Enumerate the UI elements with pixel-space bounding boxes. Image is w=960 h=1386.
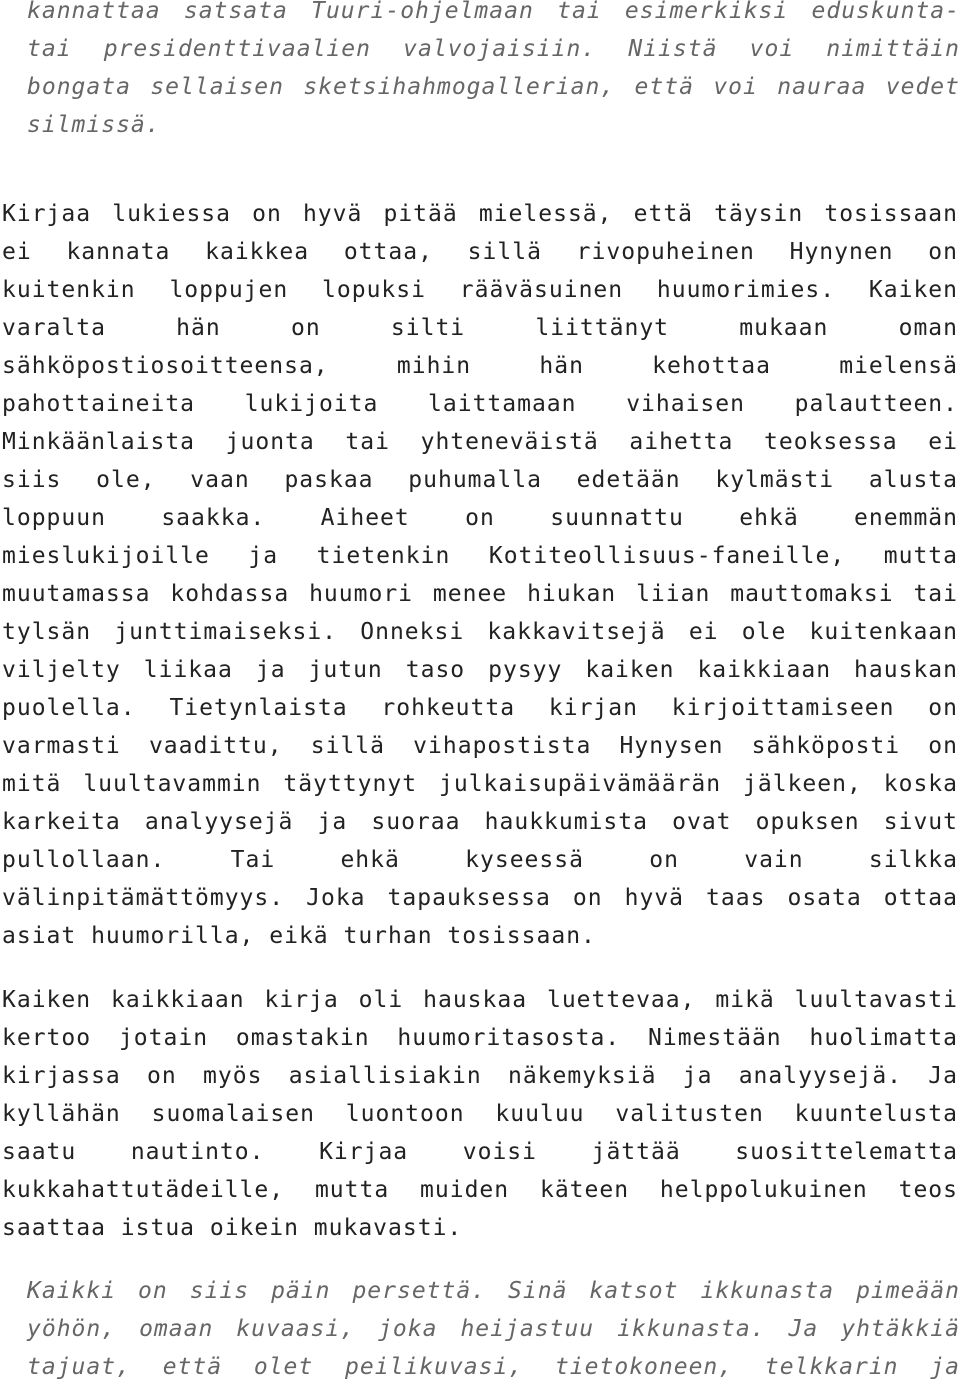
text-line: mitä luultavammin täyttynyt julkaisupäivämäärän jälkeen, koska (2, 771, 958, 797)
text-line: bongata sellaisen sketsihahmogallerian, että voi nauraa vedet (27, 74, 960, 100)
text-line: varmasti vaadittu, sillä vihapostista Hynysen sähköposti on (2, 733, 958, 759)
text-line: Kaiken kaikkiaan kirja oli hauskaa luettevaa, mikä luultavasti (2, 987, 958, 1013)
text-line: Kaikki on siis päin persettä. Sinä katsot ikkunasta pimeään (27, 1278, 960, 1304)
text-line: kuitenkin loppujen lopuksi rääväsuinen huumorimies. Kaiken (2, 277, 958, 303)
text-line: Minkäänlaista juonta tai yhteneväistä aihetta teoksessa ei (2, 429, 958, 455)
text-line: saatu nautinto. Kirjaa voisi jättää suosittelematta (2, 1139, 958, 1165)
text-line: yöhön, omaan kuvaasi, joka heijastuu ikkunasta. Ja yhtäkkiä (27, 1316, 960, 1342)
text-line: viljelty liikaa ja jutun taso pysyy kaiken kaikkiaan hauskan (2, 657, 958, 683)
text-line: loppuun saakka. Aiheet on suunnattu ehkä enemmän (2, 505, 958, 531)
text-line: mieslukijoille ja tietenkin Kotiteollisuus-faneille, mutta (2, 543, 958, 569)
text-line: pahottaineita lukijoita laittamaan vihaisen palautteen. (2, 391, 958, 417)
text-line: varalta hän on silti liittänyt mukaan oman (2, 315, 958, 341)
text-line: saattaa istua oikein mukavasti. (2, 1215, 463, 1241)
text-line: kukkahattutädeille, mutta muiden käteen helppolukuinen teos (2, 1177, 958, 1203)
text-line: tylsän junttimaiseksi. Onneksi kakkavitsejä ei ole kuitenkaan (2, 619, 958, 645)
text-line: kertoo jotain omastakin huumoritasosta. Nimestään huolimatta (2, 1025, 958, 1051)
text-line: siis ole, vaan paskaa puhumalla edetään kylmästi alusta (2, 467, 958, 493)
text-line: ei kannata kaikkea ottaa, sillä rivopuheinen Hynynen on (2, 239, 958, 265)
text-line: välinpitämättömyys. Joka tapauksessa on hyvä taas osata ottaa (2, 885, 958, 911)
text-line: tajuat, että olet peilikuvasi, tietokoneen, telkkarin ja (27, 1354, 960, 1380)
text-line: pullollaan. Tai ehkä kyseessä on vain silkka (2, 847, 958, 873)
text-line: silmissä. (27, 112, 161, 138)
text-line: kannattaa satsata Tuuri-ohjelmaan tai esimerkiksi eduskunta- (27, 0, 960, 24)
text-line: Kirjaa lukiessa on hyvä pitää mielessä, että täysin tosissaan (2, 201, 958, 227)
text-line: karkeita analyysejä ja suoraa haukkumista ovat opuksen sivut (2, 809, 958, 835)
text-line: sähköpostiosoitteensa, mihin hän kehottaa mielensä (2, 353, 958, 379)
text-line: kirjassa on myös asiallisiakin näkemyksiä ja analyysejä. Ja (2, 1063, 958, 1089)
text-line: kyllähän suomalaisen luontoon kuuluu valitusten kuuntelusta (2, 1101, 958, 1127)
text-line: puolella. Tietynlaista rohkeutta kirjan kirjoittamiseen on (2, 695, 958, 721)
text-line: muutamassa kohdassa huumori menee hiukan liian mauttomaksi tai (2, 581, 958, 607)
text-line: asiat huumorilla, eikä turhan tosissaan. (2, 923, 596, 949)
text-line: tai presidenttivaalien valvojaisiin. Niistä voi nimittäin (27, 36, 960, 62)
